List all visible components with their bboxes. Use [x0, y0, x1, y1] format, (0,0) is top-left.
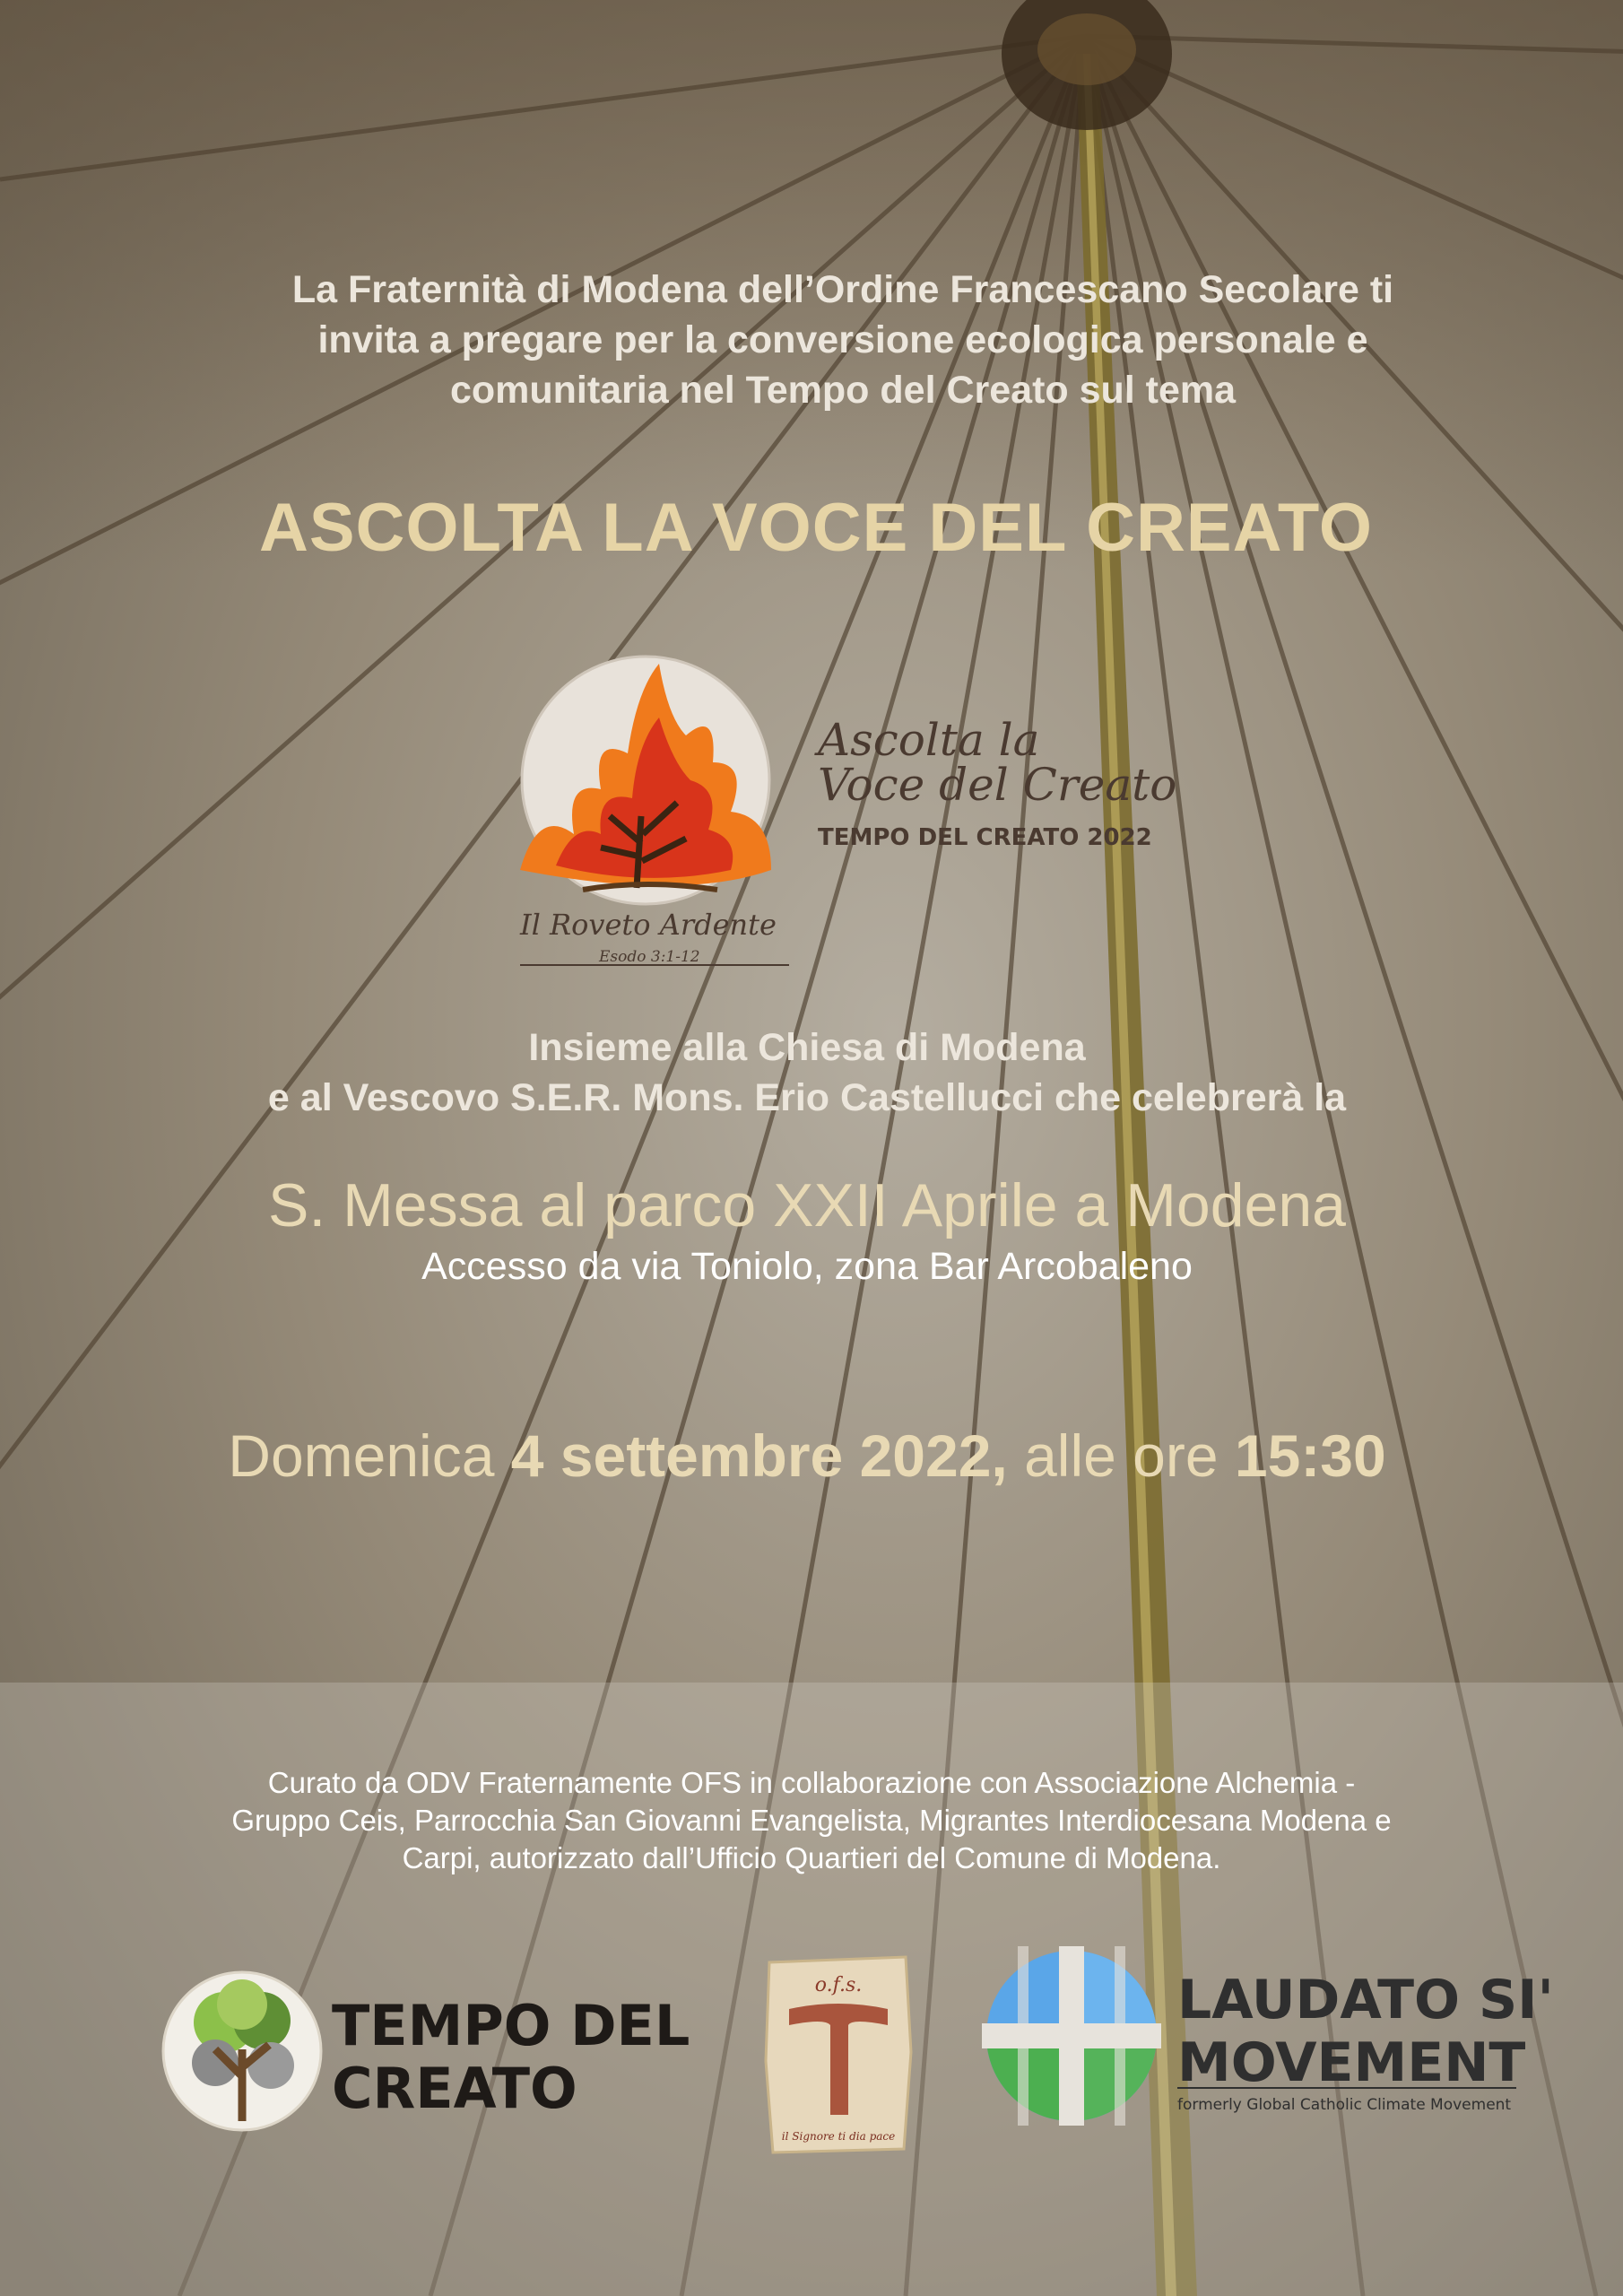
together-line-2: e al Vescovo S.E.R. Mons. Erio Castellucci che celebrerà la: [267, 1076, 1347, 1119]
tempo-logo-line-2: CREATO: [332, 2056, 577, 2121]
ofs-logo-top: o.f.s.: [814, 1974, 863, 1996]
intro-line-2: invita a pregare per la conversione ecologica personale e: [317, 318, 1368, 361]
credits-line-3: Carpi, autorizzato dall’Ufficio Quartieri del Comune di Modena.: [402, 1841, 1221, 1874]
laudato-logo-line-2: MOVEMENT: [1177, 2031, 1526, 2094]
tempo-del-creato-logo: [161, 1969, 717, 2139]
date-value: 4 settembre 2022,: [510, 1422, 1008, 1489]
laudato-logo-line-1: LAUDATO SI': [1177, 1969, 1554, 2031]
credits-line-1: Curato da ODV Fraternamente OFS in collaborazione con Associazione Alchemia -: [267, 1766, 1356, 1799]
credits-line-2: Gruppo Ceis, Parrocchia San Giovanni Evangelista, Migrantes Interdiocesana Modena e: [231, 1804, 1392, 1837]
season-logo-reference: Esodo 3:1-12: [599, 948, 700, 966]
together-line-1: Insieme alla Chiesa di Modena: [528, 1026, 1086, 1069]
season-logo-title-line2: Voce del Creato: [818, 759, 1177, 811]
date-time-label: alle ore: [1007, 1422, 1235, 1489]
laudato-logo-tagline: formerly Global Catholic Climate Movement: [1177, 2096, 1512, 2114]
event-date: [90, 1422, 1524, 1490]
credits-text: [135, 1764, 1488, 1877]
date-day-label: Domenica: [228, 1422, 511, 1489]
ofs-logo: [762, 1953, 915, 2155]
page-title: ASCOLTA LA VOCE DEL CREATO: [258, 490, 1374, 566]
intro-line-3: comunitaria nel Tempo del Creato sul tema: [449, 369, 1237, 412]
tempo-logo-line-1: TEMPO DEL: [332, 1993, 690, 2058]
season-logo-caption: Il Roveto Ardente: [520, 908, 777, 942]
mass-access: Accesso da via Toniolo, zona Bar Arcobaleno: [421, 1245, 1193, 1288]
season-logo-title-line1: Ascolta la: [818, 714, 1040, 766]
intro-text: [135, 265, 1551, 415]
season-logo-subtitle: TEMPO DEL CREATO 2022: [818, 824, 1152, 851]
ofs-logo-motto: il Signore ti dia pace: [781, 2130, 896, 2143]
together-text: [90, 1022, 1524, 1123]
time-value: 15:30: [1234, 1422, 1386, 1489]
intro-line-1: La Fraternità di Modena dell’Ordine Francescano Secolare ti: [291, 268, 1394, 311]
mass-title: S. Messa al parco XXII Aprile a Modena: [268, 1171, 1346, 1239]
globe-icon: [982, 1946, 1161, 2126]
season-logo: [502, 655, 1202, 978]
laudato-si-logo: [982, 1946, 1556, 2126]
